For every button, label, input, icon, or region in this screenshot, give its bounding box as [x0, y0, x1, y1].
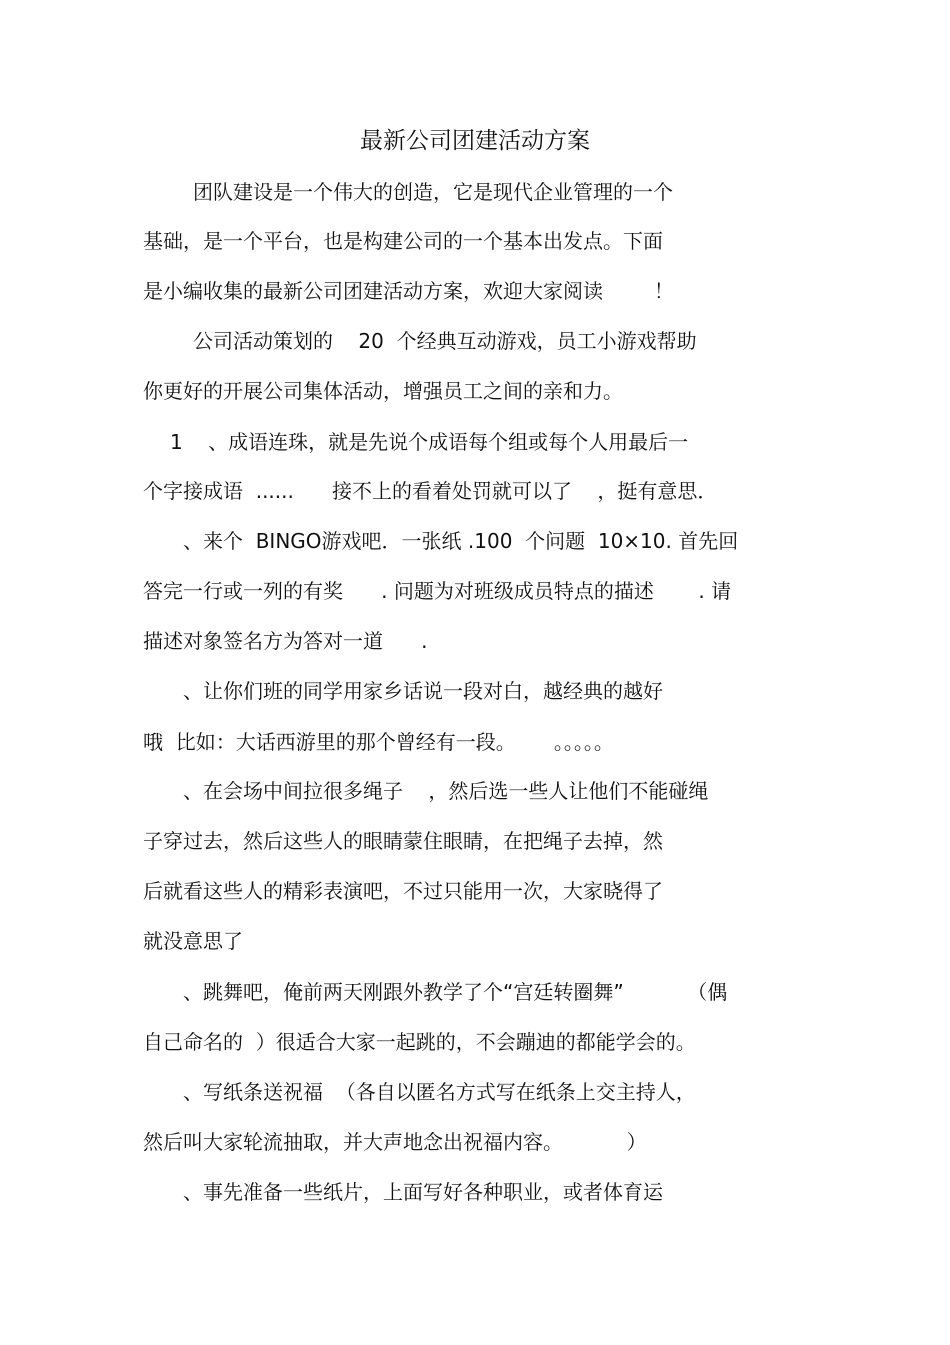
paragraph-line: 、让你们班的同学用家乡话说一段对白，越经典的越好: [183, 679, 663, 703]
paragraph-line: 1 、成语连珠，就是先说个成语每个组或每个人用最后一: [170, 430, 689, 454]
paragraph-line: 你更好的开展公司集体活动，增强员工之间的亲和力。: [143, 379, 623, 403]
paragraph-line: 自己命名的 ）很适合大家一起跳的，不会蹦迪的都能学会的。: [143, 1030, 696, 1054]
paragraph-line: 、在会场中间拉很多绳子 ，然后选一些人让他们不能碰绳: [183, 779, 709, 803]
paragraph-line: 哦 比如：大话西游里的那个曾经有一段。 。。。。。: [143, 730, 614, 754]
paragraph-line: 子穿过去，然后这些人的眼睛蒙住眼睛，在把绳子去掉，然: [143, 829, 663, 853]
paragraph-line: 、写纸条送祝福 （各自以匿名方式写在纸条上交主持人，: [183, 1080, 696, 1104]
paragraph-line: 基础，是一个平台，也是构建公司的一个基本出发点。下面: [143, 229, 663, 253]
paragraph-line: 、事先准备一些纸片，上面写好各种职业，或者体育运: [183, 1180, 663, 1204]
paragraph-line: 个字接成语 ...... 接不上的看着处罚就可以了 ，挺有意思．: [143, 479, 718, 503]
paragraph-line: 答完一行或一列的有奖 . 问题为对班级成员特点的描述 . 请: [143, 579, 732, 603]
paragraph-line: 、来个 BINGO游戏吧．一张纸 .100 个问题 10×10. 首先回: [183, 529, 739, 553]
paragraph-line: 公司活动策划的 20 个经典互动游戏，员工小游戏帮助: [193, 329, 697, 353]
paragraph-line: 描述对象签名方为答对一道 .: [143, 629, 428, 653]
paragraph-line: 就没意思了: [143, 929, 243, 953]
paragraph-line: 是小编收集的最新公司团建活动方案，欢迎大家阅读 ！: [143, 279, 674, 303]
paragraph-line: 后就看这些人的精彩表演吧，不过只能用一次，大家晓得了: [143, 879, 663, 903]
paragraph-line: 团队建设是一个伟大的创造，它是现代企业管理的一个: [193, 180, 673, 204]
document-title: 最新公司团建活动方案: [360, 128, 590, 154]
paragraph-line: 然后叫大家轮流抽取，并大声地念出祝福内容。 ）: [143, 1130, 647, 1154]
paragraph-line: 、跳舞吧，俺前两天刚跟外教学了个“宫廷转圈舞” （偶: [183, 980, 728, 1004]
